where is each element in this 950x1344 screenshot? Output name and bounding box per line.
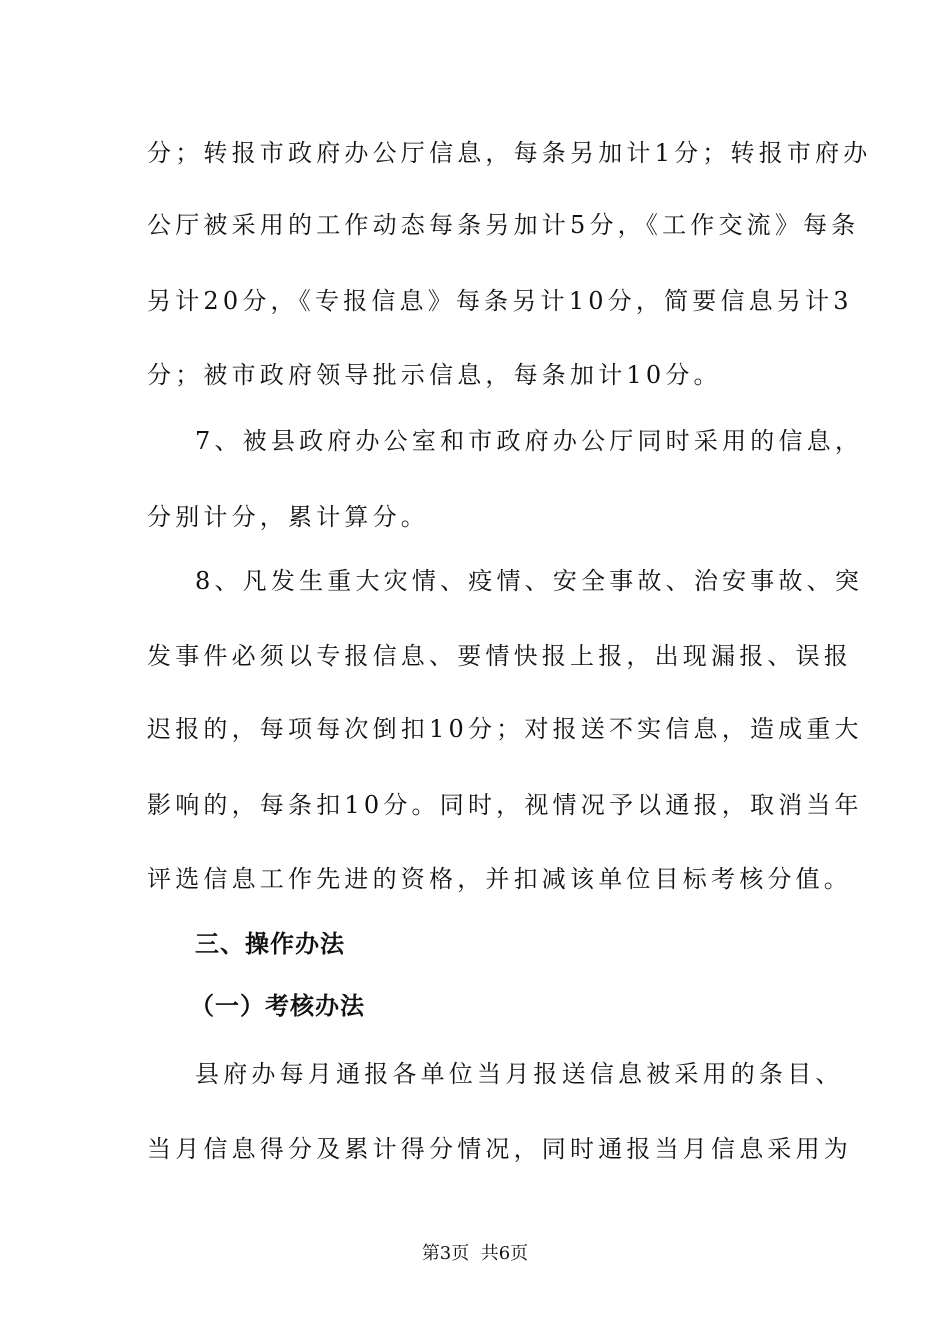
paragraph-line: 当月信息得分及累计得分情况，同时通报当月信息采用为 xyxy=(147,1135,852,1163)
paragraph-line: 评选信息工作先进的资格，并扣减该单位目标考核分值。 xyxy=(147,865,852,893)
subsection-heading: （一）考核办法 xyxy=(190,992,365,1020)
paragraph-line: 分；转报市政府办公厅信息，每条另加计1分；转报市府办 xyxy=(147,139,872,167)
section-heading: 三、操作办法 xyxy=(195,930,345,958)
paragraph-line: 8、凡发生重大灾情、疫情、安全事故、治安事故、突 xyxy=(195,567,864,595)
paragraph-line: 7、被县政府办公室和市政府办公厅同时采用的信息， xyxy=(195,427,864,455)
paragraph-line: 公厅被采用的工作动态每条另加计5分，《工作交流》每条 xyxy=(147,211,860,239)
paragraph-line: 另计20分，《专报信息》每条另计10分，简要信息另计3 xyxy=(147,287,853,315)
paragraph-line: 县府办每月通报各单位当月报送信息被采用的条目、 xyxy=(195,1060,844,1088)
paragraph-line: 分；被市政府领导批示信息，每条加计10分。 xyxy=(147,361,722,389)
page-footer: 第3页 共6页 xyxy=(421,1243,529,1264)
paragraph-line: 发事件必须以专报信息、要情快报上报，出现漏报、误报 xyxy=(147,642,852,670)
paragraph-line: 分别计分，累计算分。 xyxy=(147,503,429,531)
paragraph-line: 影响的，每条扣10分。同时，视情况予以通报，取消当年 xyxy=(147,791,863,819)
paragraph-line: 迟报的，每项每次倒扣10分；对报送不实信息，造成重大 xyxy=(147,715,863,743)
